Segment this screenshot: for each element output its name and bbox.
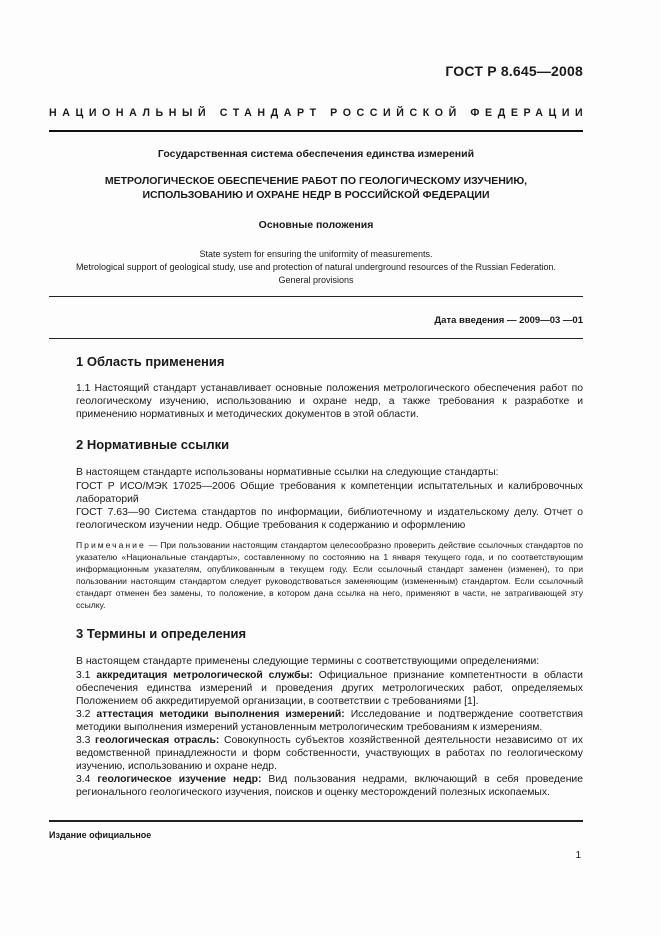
title-line-2: ИСПОЛЬЗОВАНИЮ И ОХРАНЕ НЕДР В РОССИЙСКОЙ ФЕДЕРАЦИИ [142,189,490,201]
english-title-line-3: General provisions [278,275,354,285]
page-number: 1 [575,850,581,861]
term-3-1 [76,669,583,708]
term-definition: Совокупность субъектов хозяйственной деятельности независимо от их ведомственной принадлежности и форм собственности, участвующих в работах по геологическому изучению, использованию и охране недр. [76,735,583,772]
section-2-intro: В настоящем стандарте использованы нормативные ссылки на следующие стандарты: [76,467,499,478]
title-line-1: МЕТРОЛОГИЧЕСКОЕ ОБЕСПЕЧЕНИЕ РАБОТ ПО ГЕОЛОГИЧЕСКОМУ ИЗУЧЕНИЮ, [104,175,528,187]
document-subtitle: Основные положения [258,219,374,231]
section-2-heading: 2 Нормативные ссылки [76,437,230,452]
term-number: 3.3 [76,735,91,746]
term-number: 3.1 [76,670,91,681]
edition-label: Издание официальное [49,830,152,840]
section-divider [49,338,583,339]
normative-reference-1: ГОСТ Р ИСО/МЭК 17025—2006 Общие требования к компетенции испытательных и калибровочных лабораторий [76,481,583,505]
section-1-heading: 1 Область применения [76,354,225,369]
english-title [49,248,583,287]
term-3-4 [76,773,583,799]
standard-series: Государственная система обеспечения единства измерений [157,148,475,160]
section-2-note [76,539,583,611]
section-1-paragraph: 1.1 Настоящий стандарт устанавливает основные положения метрологического обеспечения работ по геологическому изучению, использованию и охране недр, а также требования к разработке и применению нормативных и методических документов в этой области. [76,383,583,420]
header-divider [49,130,583,132]
english-title-line-1: State system for ensuring the uniformity of measurements. [199,249,433,259]
term-definition: Вид пользования недрами, включающий в себя проведение регионального геологического изучения, поисков и оценку месторождений полезных ископаемых. [76,774,584,798]
term-3-3 [76,734,583,773]
term-name: аккредитация метрологической службы: [96,670,313,681]
note-text: — При пользовании настоящим стандартом целесообразно проверить действие ссылочных стандартов по указателю «Национальные стандарты», составленному по состоянию на 1 января текущего года, и по соответствующим информационным указателям, опубликованным в текущем году. Если ссылочный стандарт заменен (изменен), то при пользовании настоящим стандартом следует руководствоваться заменяющим (измененным) стандартом. Если ссылочный стандарт отменен без замены, то положение, в котором дана ссылка на него, применяют в части, не затрагивающей эту ссылку. [76,540,583,610]
term-3-2 [76,708,583,734]
section-3-heading: 3 Термины и определения [76,626,247,641]
document-title [49,174,583,202]
section-3-intro: В настоящем стандарте применены следующие термины с соответствующими определениями: [76,656,540,667]
term-number: 3.2 [76,709,91,720]
english-title-line-2: Metrological support of geological study, use and protection of natural underground resources of the Russian Federation. [75,262,557,272]
term-number: 3.4 [76,774,91,785]
national-standard-banner: НАЦИОНАЛЬНЫЙ СТАНДАРТ РОССИЙСКОЙ ФЕДЕРАЦИИ [49,107,589,119]
introduction-date: Дата введения — 2009—03 —01 [434,315,583,326]
normative-reference-2: ГОСТ 7.63—90 Система стандартов по информации, библиотечному и издательскому делу. Отчет о геологическом изучении недр. Общие требования к содержанию и оформлению [76,507,583,531]
term-name: аттестация методики выполнения измерений: [96,709,345,720]
term-definition: Официальное признание компетентности в области обеспечения единства измерений и проведения других метрологических работ, определяемых Положением об аккредитируемой организации, в соответствии с требованиями [1]. [76,670,583,707]
footer-divider [49,820,583,822]
document-id: ГОСТ Р 8.645—2008 [445,63,583,79]
term-name: геологическая отрасль: [95,735,220,746]
term-name: геологическое изучение недр: [97,774,262,785]
note-label: Примечание [76,540,146,550]
term-definition: Исследование и подтверждение соответствия методики выполнения измерений установленным метрологическим требованиям к измерениям. [76,709,584,733]
title-divider [49,296,583,297]
